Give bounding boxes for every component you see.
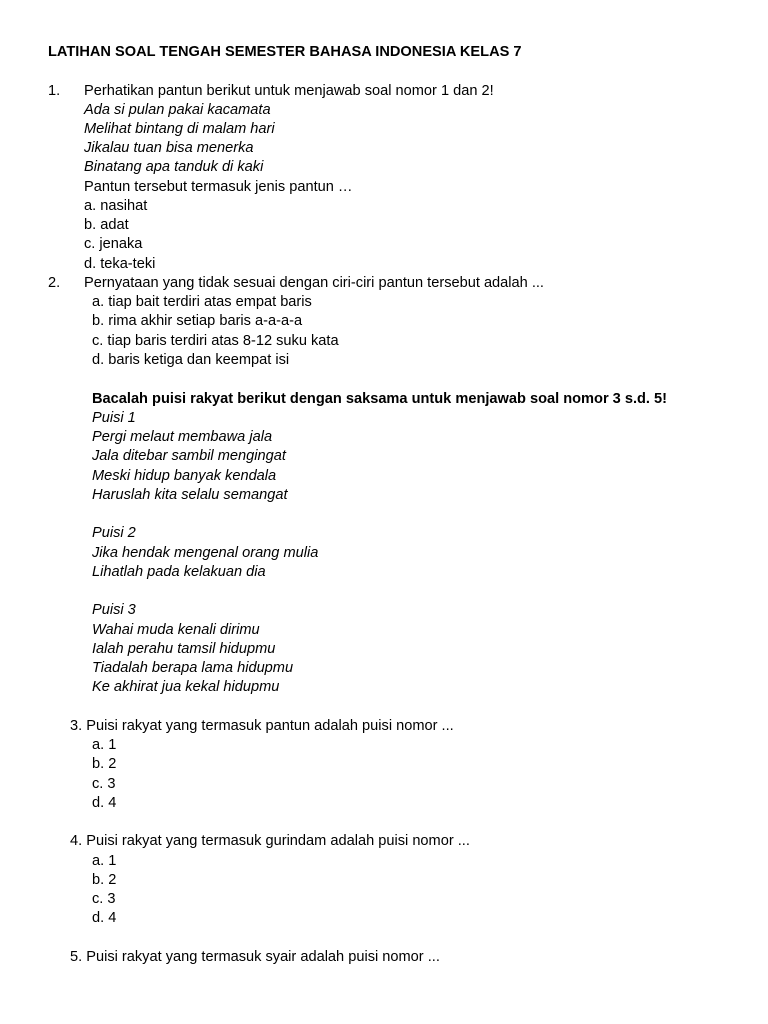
question-2-number: 2. [48, 275, 61, 291]
question-4-text: 4. Puisi rakyat yang termasuk gurindam adalah puisi nomor ... [70, 833, 470, 849]
poem-line: Ialah perahu tamsil hidupmu [92, 641, 276, 657]
poem-line: Ke akhirat jua kekal hidupmu [92, 679, 280, 695]
poem-line: Pergi melaut membawa jala [92, 429, 273, 445]
question-3-option: a. 1 [92, 737, 117, 753]
question-2-option: b. rima akhir setiap baris a-a-a-a [92, 313, 303, 329]
poem-title: Puisi 1 [92, 410, 136, 426]
question-2-text: Pernyataan yang tidak sesuai dengan ciri-ciri pantun tersebut adalah ... [84, 275, 544, 291]
question-4-option: c. 3 [92, 891, 116, 907]
question-3-option: c. 3 [92, 776, 116, 792]
question-1-prompt: Perhatikan pantun berikut untuk menjawab soal nomor 1 dan 2! [84, 83, 494, 99]
question-3-text: 3. Puisi rakyat yang termasuk pantun adalah puisi nomor ... [70, 718, 454, 734]
pantun-verse-line: Jikalau tuan bisa menerka [84, 140, 254, 156]
poem-line: Jala ditebar sambil mengingat [92, 448, 286, 464]
poem-title: Puisi 3 [92, 602, 136, 618]
poem-line: Meski hidup banyak kendala [92, 468, 277, 484]
question-4-option: a. 1 [92, 853, 117, 869]
pantun-verse-line: Ada si pulan pakai kacamata [84, 102, 271, 118]
question-1-option: d. teka-teki [84, 256, 156, 272]
question-1-option: a. nasihat [84, 198, 148, 214]
question-4-option: d. 4 [92, 910, 117, 926]
question-5-text: 5. Puisi rakyat yang termasuk syair adalah puisi nomor ... [70, 949, 440, 965]
question-4-option: b. 2 [92, 872, 117, 888]
pantun-verse-line: Binatang apa tanduk di kaki [84, 159, 264, 175]
question-1-text: Pantun tersebut termasuk jenis pantun … [84, 179, 353, 195]
question-2-option: a. tiap bait terdiri atas empat baris [92, 294, 312, 310]
poem-line: Haruslah kita selalu semangat [92, 487, 288, 503]
poem-line: Wahai muda kenali dirimu [92, 622, 260, 638]
question-1-option: b. adat [84, 217, 129, 233]
poem-line: Tiadalah berapa lama hidupmu [92, 660, 294, 676]
question-3-option: b. 2 [92, 756, 117, 772]
question-2-option: c. tiap baris terdiri atas 8-12 suku kata [92, 333, 339, 349]
question-2-option: d. baris ketiga dan keempat isi [92, 352, 290, 368]
question-1-number: 1. [48, 83, 61, 99]
poem-line: Jika hendak mengenal orang mulia [92, 545, 319, 561]
reading-instruction: Bacalah puisi rakyat berikut dengan saksama untuk menjawab soal nomor 3 s.d. 5! [92, 391, 668, 407]
question-3-option: d. 4 [92, 795, 117, 811]
page-title: LATIHAN SOAL TENGAH SEMESTER BAHASA INDONESIA KELAS 7 [48, 44, 522, 60]
poem-line: Lihatlah pada kelakuan dia [92, 564, 266, 580]
poem-title: Puisi 2 [92, 525, 136, 541]
question-1-option: c. jenaka [84, 236, 143, 252]
pantun-verse-line: Melihat bintang di malam hari [84, 121, 275, 137]
